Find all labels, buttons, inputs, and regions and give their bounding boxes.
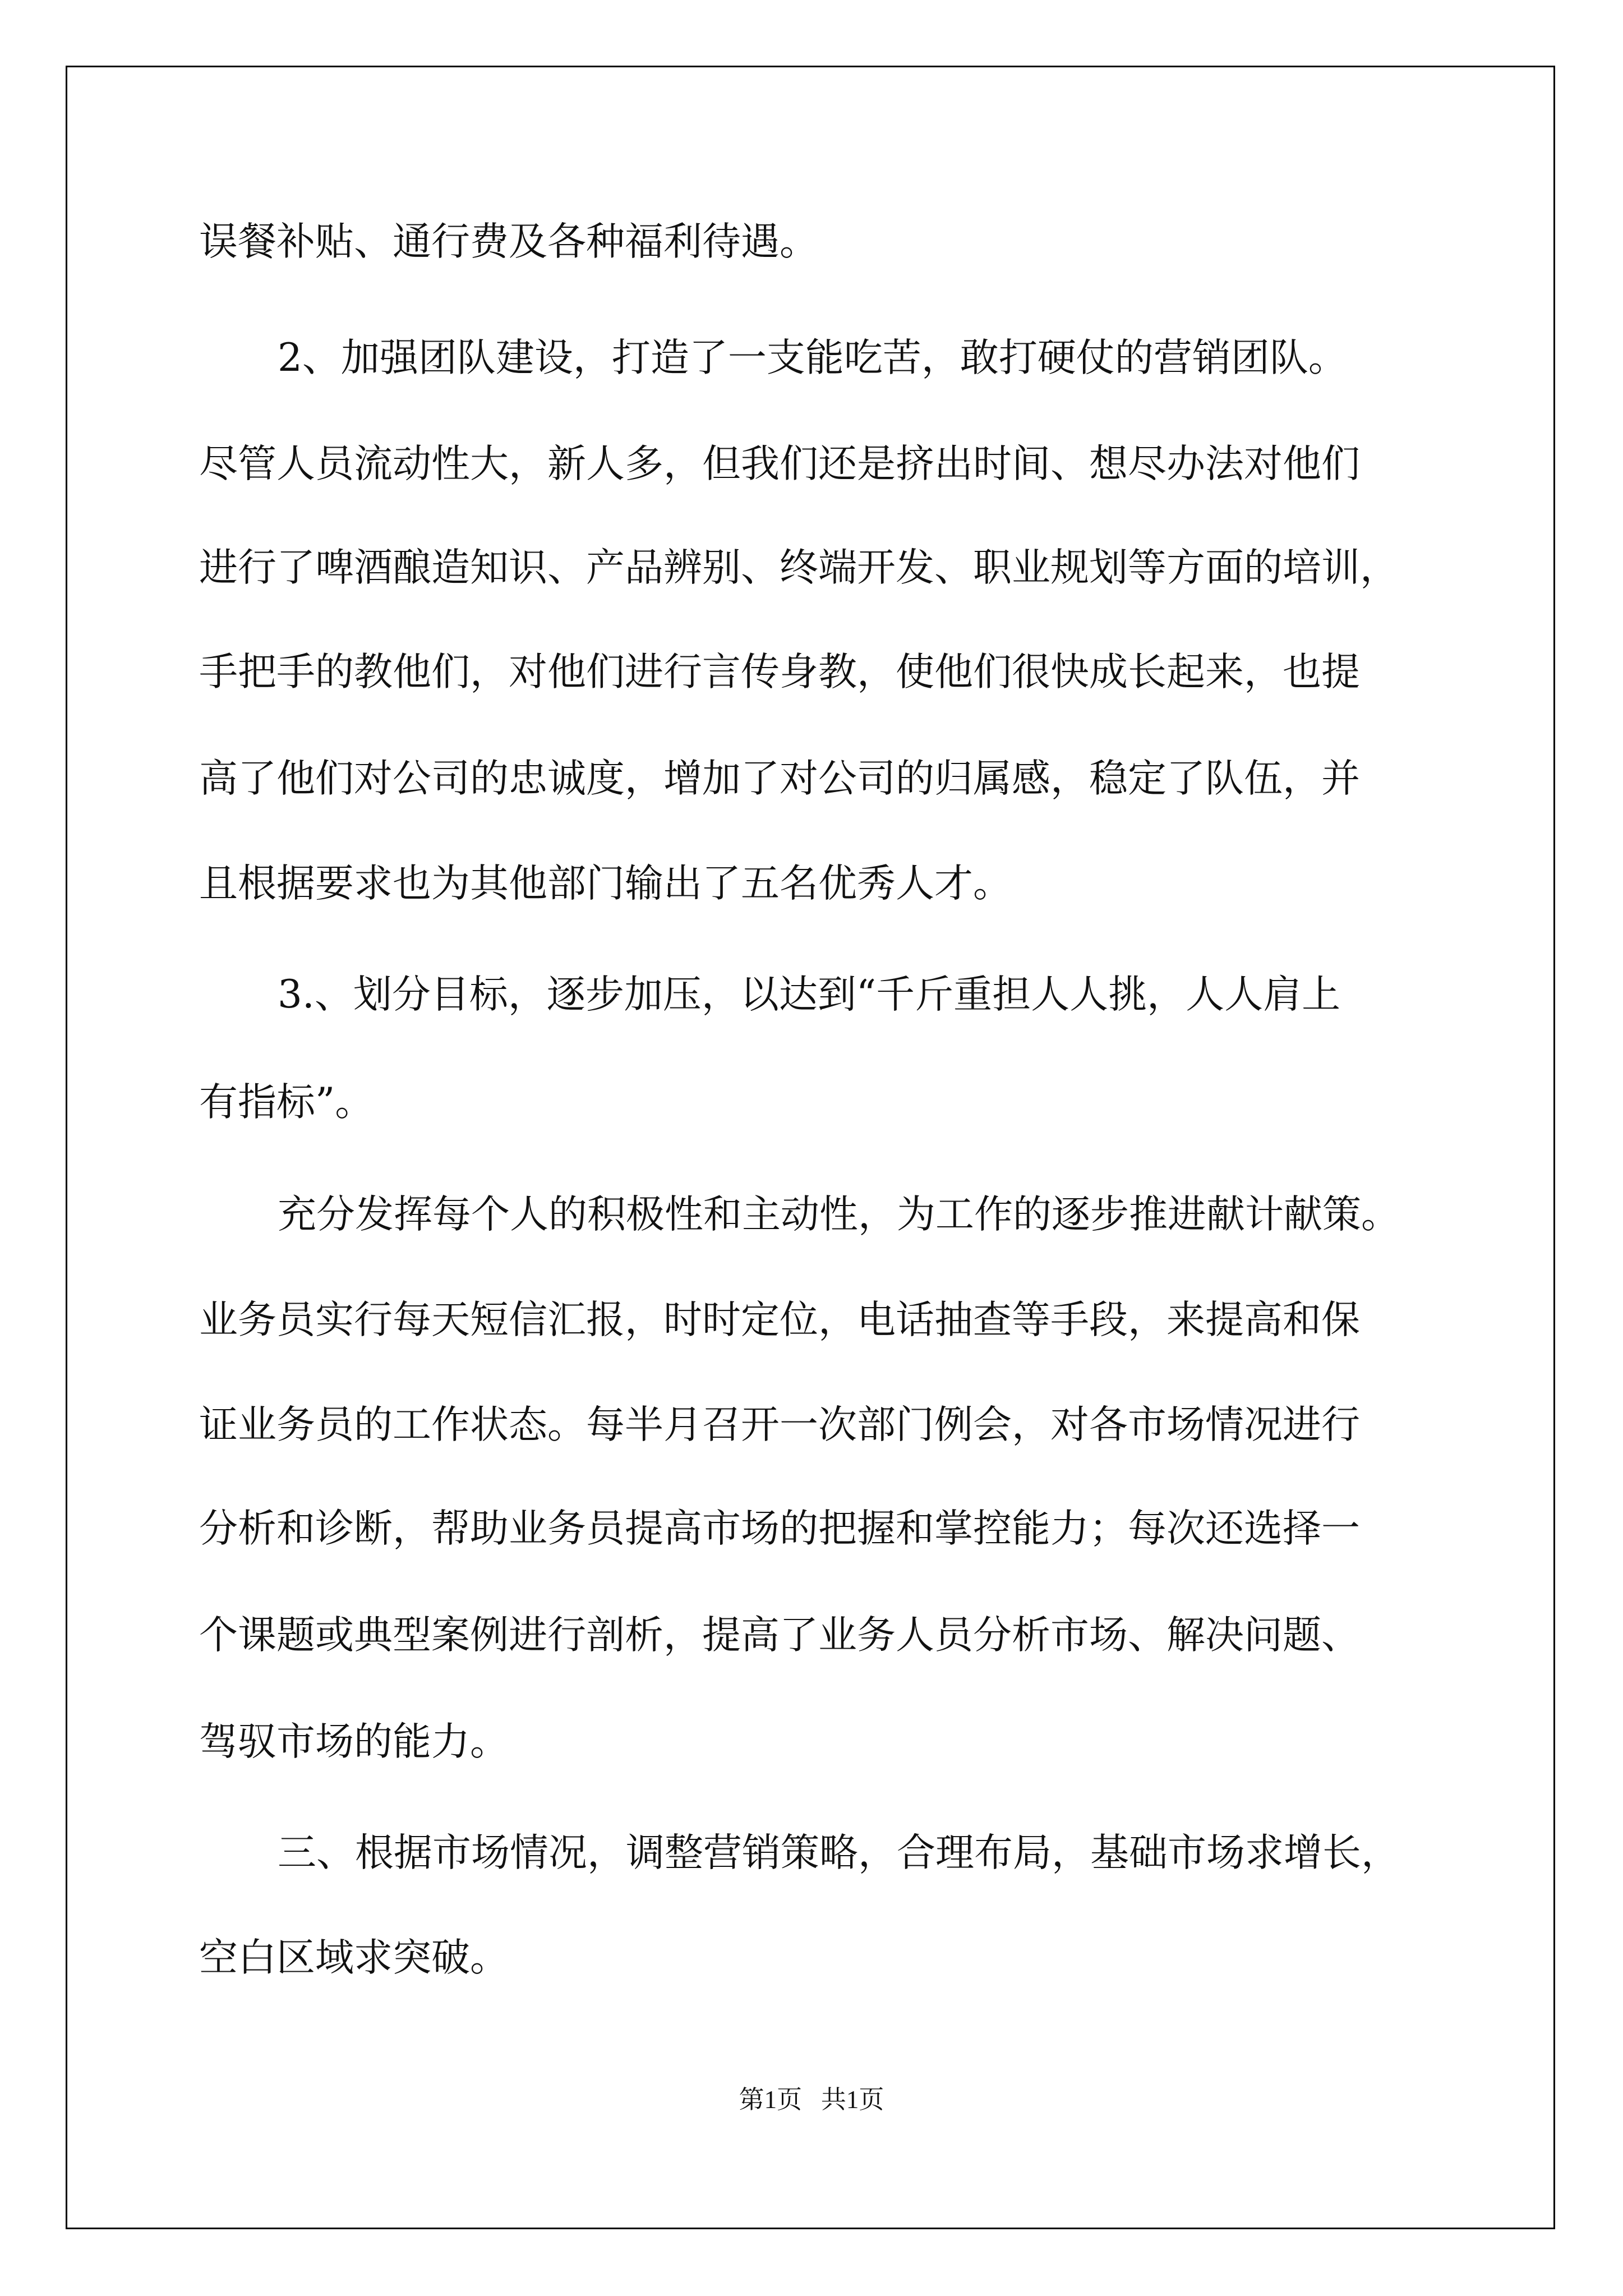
paragraph-heading: 2、加强团队建设，打造了一支能吃苦，敢打硬仗的营销团队。 bbox=[278, 335, 1347, 380]
text-line: 证业务员的工作状态。每半月召开一次部门例会，对各市场情况进行 bbox=[199, 1402, 1360, 1447]
text-line: 空白区域求突破。 bbox=[199, 1935, 509, 1980]
text-line: 有指标”。 bbox=[199, 1080, 374, 1125]
paragraph-start: 充分发挥每个人的积极性和主动性，为工作的逐步推进献计献策。 bbox=[278, 1192, 1400, 1237]
page-footer: 第1页 共1页 bbox=[739, 2086, 884, 2114]
text-line: 业务员实行每天短信汇报，时时定位，电话抽查等手段，来提高和保 bbox=[199, 1297, 1360, 1342]
text-line: 高了他们对公司的忠诚度，增加了对公司的归属感，稳定了队伍，并 bbox=[199, 756, 1360, 801]
text-line: 个课题或典型案例进行剖析，提高了业务人员分析市场、解决问题、 bbox=[199, 1613, 1360, 1658]
page-border bbox=[66, 66, 1555, 2229]
text-line: 手把手的教他们，对他们进行言传身教，使他们很快成长起来，也提 bbox=[199, 650, 1360, 694]
text-line: 分析和诊断，帮助业务员提高市场的把握和掌控能力；每次还选择一 bbox=[199, 1506, 1360, 1551]
text-line: 尽管人员流动性大，新人多，但我们还是挤出时间、想尽办法对他们 bbox=[199, 441, 1360, 486]
text-line: 进行了啤酒酿造知识、产品辨别、终端开发、职业规划等方面的培训， bbox=[199, 545, 1399, 590]
text-line: 驾驭市场的能力。 bbox=[199, 1719, 509, 1764]
text-line: 误餐补贴、通行费及各种福利待遇。 bbox=[199, 219, 818, 264]
section-heading: 三、根据市场情况，调整营销策略，合理布局，基础市场求增长， bbox=[278, 1830, 1400, 1875]
paragraph-heading: 3.、划分目标，逐步加压，以达到“千斤重担人人挑，人人肩上 bbox=[278, 972, 1341, 1017]
text-line: 且根据要求也为其他部门输出了五名优秀人才。 bbox=[199, 861, 1012, 906]
